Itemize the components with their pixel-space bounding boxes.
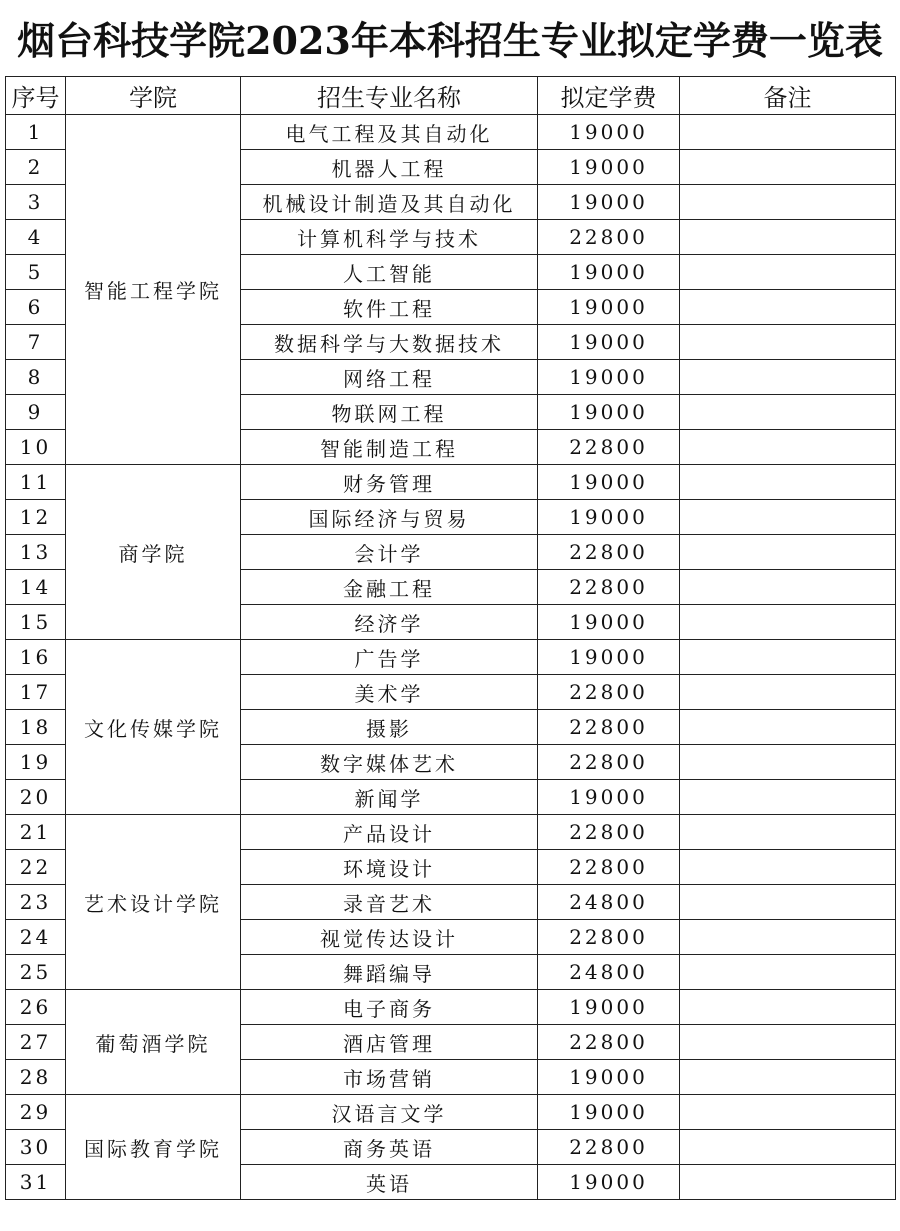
row-seq: 6 [6, 290, 66, 325]
row-seq: 5 [6, 255, 66, 290]
row-fee: 22800 [538, 220, 680, 255]
row-fee: 19000 [538, 500, 680, 535]
row-remark [680, 885, 896, 920]
row-remark [680, 605, 896, 640]
row-major: 人工智能 [241, 255, 538, 290]
row-major: 新闻学 [241, 780, 538, 815]
row-seq: 7 [6, 325, 66, 360]
table-row [6, 640, 896, 675]
row-fee: 22800 [538, 1130, 680, 1165]
row-major: 商务英语 [241, 1130, 538, 1165]
row-remark [680, 955, 896, 990]
row-fee: 19000 [538, 780, 680, 815]
row-fee: 19000 [538, 150, 680, 185]
row-remark [680, 220, 896, 255]
row-seq: 4 [6, 220, 66, 255]
row-major: 英语 [241, 1165, 538, 1200]
row-major: 网络工程 [241, 360, 538, 395]
row-fee: 19000 [538, 395, 680, 430]
row-seq: 18 [6, 710, 66, 745]
row-seq: 16 [6, 640, 66, 675]
page-title: 烟台科技学院2023年本科招生专业拟定学费一览表 [17, 17, 883, 63]
row-seq: 28 [6, 1060, 66, 1095]
table-row [6, 990, 896, 1025]
row-remark [680, 255, 896, 290]
row-major: 经济学 [241, 605, 538, 640]
header-row [6, 77, 896, 115]
row-remark [680, 815, 896, 850]
row-fee: 24800 [538, 885, 680, 920]
row-remark [680, 745, 896, 780]
row-seq: 22 [6, 850, 66, 885]
row-fee: 19000 [538, 640, 680, 675]
row-seq: 27 [6, 1025, 66, 1060]
college-name: 国际教育学院 [66, 1095, 241, 1200]
row-seq: 23 [6, 885, 66, 920]
row-seq: 20 [6, 780, 66, 815]
row-fee: 19000 [538, 605, 680, 640]
row-major: 录音艺术 [241, 885, 538, 920]
row-remark [680, 115, 896, 150]
row-remark [680, 1130, 896, 1165]
row-remark [680, 1025, 896, 1060]
row-seq: 10 [6, 430, 66, 465]
fee-table [5, 76, 896, 1200]
row-seq: 26 [6, 990, 66, 1025]
row-remark [680, 570, 896, 605]
row-fee: 19000 [538, 325, 680, 360]
row-remark [680, 185, 896, 220]
row-major: 智能制造工程 [241, 430, 538, 465]
row-seq: 1 [6, 115, 66, 150]
row-seq: 12 [6, 500, 66, 535]
table-row [6, 815, 896, 850]
row-major: 汉语言文学 [241, 1095, 538, 1130]
row-seq: 13 [6, 535, 66, 570]
row-remark [680, 535, 896, 570]
row-remark [680, 710, 896, 745]
row-major: 国际经济与贸易 [241, 500, 538, 535]
row-major: 机器人工程 [241, 150, 538, 185]
row-fee: 22800 [538, 920, 680, 955]
row-remark [680, 780, 896, 815]
row-seq: 24 [6, 920, 66, 955]
row-fee: 22800 [538, 570, 680, 605]
row-major: 金融工程 [241, 570, 538, 605]
row-major: 电气工程及其自动化 [241, 115, 538, 150]
row-remark [680, 640, 896, 675]
row-fee: 22800 [538, 675, 680, 710]
row-fee: 19000 [538, 1095, 680, 1130]
row-fee: 24800 [538, 955, 680, 990]
college-name: 葡萄酒学院 [66, 990, 241, 1095]
row-remark [680, 850, 896, 885]
row-fee: 19000 [538, 465, 680, 500]
row-remark [680, 1165, 896, 1200]
row-fee: 19000 [538, 290, 680, 325]
row-remark [680, 430, 896, 465]
row-seq: 2 [6, 150, 66, 185]
college-name: 商学院 [66, 465, 241, 640]
row-fee: 22800 [538, 710, 680, 745]
row-fee: 22800 [538, 850, 680, 885]
row-fee: 19000 [538, 255, 680, 290]
row-fee: 19000 [538, 1060, 680, 1095]
header-seq: 序号 [6, 77, 66, 115]
row-major: 产品设计 [241, 815, 538, 850]
row-seq: 17 [6, 675, 66, 710]
row-major: 酒店管理 [241, 1025, 538, 1060]
row-seq: 25 [6, 955, 66, 990]
row-major: 机械设计制造及其自动化 [241, 185, 538, 220]
row-major: 数字媒体艺术 [241, 745, 538, 780]
row-major: 美术学 [241, 675, 538, 710]
row-fee: 22800 [538, 815, 680, 850]
row-seq: 9 [6, 395, 66, 430]
row-remark [680, 990, 896, 1025]
row-seq: 30 [6, 1130, 66, 1165]
row-remark [680, 150, 896, 185]
table-body [6, 115, 896, 1200]
row-major: 软件工程 [241, 290, 538, 325]
row-fee: 19000 [538, 185, 680, 220]
header-major: 招生专业名称 [241, 77, 538, 115]
row-fee: 22800 [538, 1025, 680, 1060]
row-remark [680, 290, 896, 325]
row-remark [680, 360, 896, 395]
row-fee: 19000 [538, 1165, 680, 1200]
row-major: 舞蹈编导 [241, 955, 538, 990]
row-seq: 29 [6, 1095, 66, 1130]
row-fee: 19000 [538, 115, 680, 150]
header-fee: 拟定学费 [538, 77, 680, 115]
row-fee: 22800 [538, 535, 680, 570]
row-remark [680, 920, 896, 955]
row-fee: 19000 [538, 990, 680, 1025]
row-major: 环境设计 [241, 850, 538, 885]
row-major: 财务管理 [241, 465, 538, 500]
row-remark [680, 465, 896, 500]
row-remark [680, 1095, 896, 1130]
row-remark [680, 1060, 896, 1095]
row-major: 市场营销 [241, 1060, 538, 1095]
table-row [6, 115, 896, 150]
row-fee: 19000 [538, 360, 680, 395]
row-fee: 22800 [538, 430, 680, 465]
row-major: 计算机科学与技术 [241, 220, 538, 255]
row-major: 物联网工程 [241, 395, 538, 430]
college-name: 文化传媒学院 [66, 640, 241, 815]
college-name: 艺术设计学院 [66, 815, 241, 990]
row-major: 摄影 [241, 710, 538, 745]
row-remark [680, 325, 896, 360]
row-seq: 15 [6, 605, 66, 640]
row-major: 视觉传达设计 [241, 920, 538, 955]
row-major: 数据科学与大数据技术 [241, 325, 538, 360]
row-seq: 19 [6, 745, 66, 780]
row-seq: 31 [6, 1165, 66, 1200]
table-row [6, 1095, 896, 1130]
college-name: 智能工程学院 [66, 115, 241, 465]
row-seq: 11 [6, 465, 66, 500]
row-seq: 21 [6, 815, 66, 850]
row-seq: 3 [6, 185, 66, 220]
row-seq: 8 [6, 360, 66, 395]
table-row [6, 465, 896, 500]
row-remark [680, 500, 896, 535]
row-remark [680, 395, 896, 430]
row-major: 会计学 [241, 535, 538, 570]
row-major: 广告学 [241, 640, 538, 675]
header-college: 学院 [66, 77, 241, 115]
header-remark: 备注 [680, 77, 896, 115]
row-remark [680, 675, 896, 710]
row-seq: 14 [6, 570, 66, 605]
row-fee: 22800 [538, 745, 680, 780]
row-major: 电子商务 [241, 990, 538, 1025]
